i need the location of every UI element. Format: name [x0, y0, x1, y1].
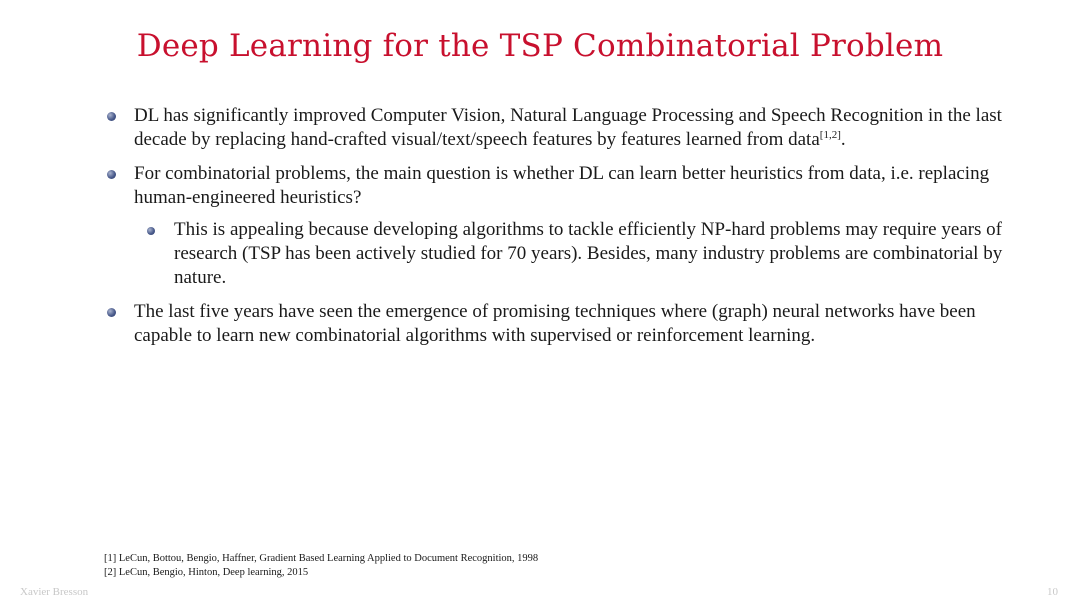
- bullet-text: The last five years have seen the emergence of promising techniques where (graph) neural networks have been capable to learn new combinatorial algorithms with supervised or reinforcement learning.: [134, 301, 976, 346]
- bullet-icon: [107, 170, 116, 179]
- references: [104, 552, 538, 580]
- bullet-icon: [107, 308, 116, 317]
- bullet-item-combinatorial-question: [104, 162, 1004, 210]
- bullet-icon: [107, 112, 116, 121]
- sub-bullet-item-appealing: [144, 218, 1004, 290]
- slide-title: Deep Learning for the TSP Combinatorial Problem: [136, 28, 944, 64]
- bullet-text: DL has significantly improved Computer Vision, Natural Language Processing and Speech Recognition in the last decade by replacing hand-crafted visual/text/speech features by features learned from data: [134, 105, 1002, 150]
- bullet-item-dl-improvements: [104, 104, 1004, 152]
- footer-author: Xavier Bresson: [20, 586, 89, 598]
- bullet-text-tail: .: [840, 129, 846, 150]
- sub-bullet-icon: [147, 227, 155, 235]
- reference-item: [1] LeCun, Bottou, Bengio, Haffner, Gradient Based Learning Applied to Document Recognition, 1998: [104, 553, 539, 564]
- citation-superscript: [1,2]: [819, 129, 841, 141]
- bullet-list: [104, 104, 1004, 358]
- bullet-item-emergence: [104, 300, 1004, 348]
- footer-page-number: 10: [1047, 586, 1058, 598]
- bullet-text: For combinatorial problems, the main question is whether DL can learn better heuristics from data, i.e. replacing human-engineered heuristics?: [134, 163, 990, 208]
- bullet-text: This is appealing because developing algorithms to tackle efficiently NP-hard problems may require years of research (TSP has been actively studied for 70 years). Besides, many industry problems are combinatorial by nature.: [174, 219, 1003, 288]
- reference-item: [2] LeCun, Bengio, Hinton, Deep learning, 2015: [104, 567, 309, 578]
